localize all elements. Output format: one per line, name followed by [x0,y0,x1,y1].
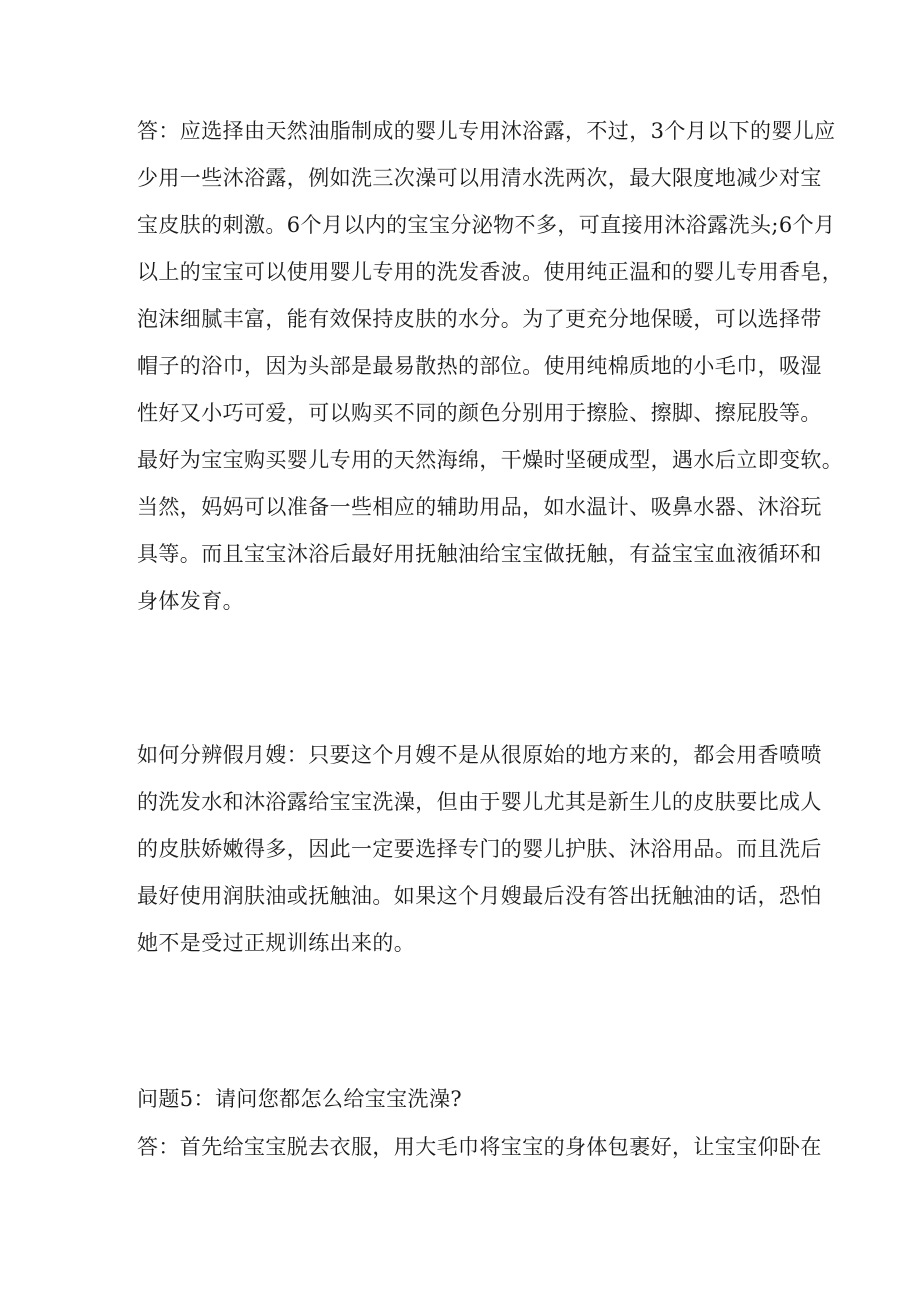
text-line: 的洗发水和沐浴露给宝宝洗澡，但由于婴儿尤其是新生儿的皮肤要比成人 [137,790,822,814]
text-line: 宝皮肤的刺激。6个月以内的宝宝分泌物不多，可直接用沐浴露洗头;6个月 [137,213,836,237]
text-line: 泡沫细腻丰富，能有效保持皮肤的水分。为了更充分地保暖，可以选择带 [137,307,822,331]
text-line: 身体发育。 [137,589,244,613]
text-line: 以上的宝宝可以使用婴儿专用的洗发香波。使用纯正温和的婴儿专用香皂， [137,260,844,284]
text-line: 的皮肤娇嫩得多，因此一定要选择专门的婴儿护肤、沐浴用品。而且洗后 [137,837,822,861]
text-line: 最好为宝宝购买婴儿专用的天然海绵，干燥时坚硬成型，遇水后立即变软。 [137,448,844,472]
text-line: 帽子的浴巾，因为头部是最易散热的部位。使用纯棉质地的小毛巾，吸湿 [137,354,822,378]
text-line: 如何分辨假月嫂：只要这个月嫂不是从很原始的地方来的，都会用香喷喷 [137,743,822,767]
answer-text-line: 答：首先给宝宝脱去衣服，用大毛巾将宝宝的身体包裹好，让宝宝仰卧在 [137,1135,822,1159]
text-line: 最好使用润肤油或抚触油。如果这个月嫂最后没有答出抚触油的话，恐怕 [137,884,822,908]
text-line: 少用一些沐浴露，例如洗三次澡可以用清水洗两次，最大限度地减少对宝 [137,166,822,190]
text-line: 答：应选择由天然油脂制成的婴儿专用沐浴露，不过，3个月以下的婴儿应 [137,119,836,143]
text-line: 她不是受过正规训练出来的。 [137,931,416,955]
text-line: 具等。而且宝宝沐浴后最好用抚触油给宝宝做抚触，有益宝宝血液循环和 [137,542,822,566]
question-heading: 问题5：请问您都怎么给宝宝洗澡? [137,1087,463,1111]
text-line: 性好又小巧可爱，可以购买不同的颜色分别用于擦脸、擦脚、擦屁股等。 [137,401,822,425]
text-line: 当然，妈妈可以准备一些相应的辅助用品，如水温计、吸鼻水器、沐浴玩 [137,495,822,519]
